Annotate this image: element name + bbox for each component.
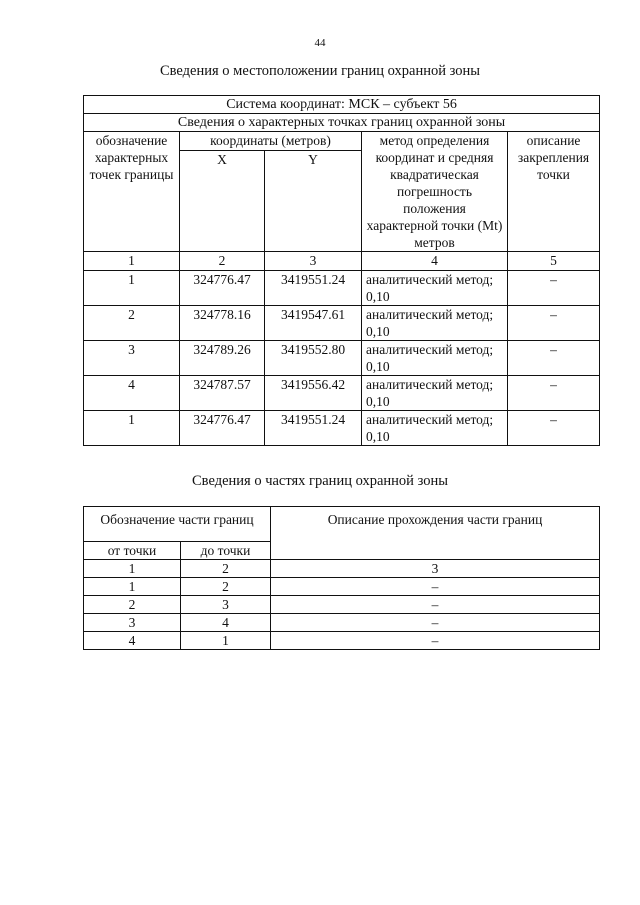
point-id: 1 (84, 411, 180, 446)
page-number: 44 (314, 37, 326, 49)
part-description: – (271, 614, 600, 632)
col-header-description: описание закрепления точки (508, 132, 600, 252)
coord-y: 3419556.42 (265, 376, 362, 411)
table-row (84, 376, 600, 411)
table-row (84, 411, 600, 446)
boundary-parts-table (83, 506, 600, 650)
col-header-to: до точки (181, 542, 271, 560)
column-number: 3 (271, 560, 600, 578)
column-number: 1 (84, 560, 181, 578)
coord-x: 324787.57 (180, 376, 265, 411)
col-header-coordinates: координаты (метров) (180, 132, 362, 151)
column-number: 5 (508, 252, 600, 271)
to-point: 4 (181, 614, 271, 632)
coord-x: 324789.26 (180, 341, 265, 376)
table-row (84, 578, 600, 596)
col-header-part-description: Описание прохождения части границ (271, 507, 600, 560)
to-point: 1 (181, 632, 271, 650)
coord-x: 324776.47 (180, 271, 265, 306)
column-number: 1 (84, 252, 180, 271)
table-row (84, 341, 600, 376)
table-subtitle: Сведения о характерных точках границ охранной зоны (84, 114, 600, 132)
col-header-x: X (180, 151, 265, 252)
boundary-points-table (83, 95, 600, 446)
point-description: – (508, 376, 600, 411)
col-header-method: метод определения координат и средняя квадратическая погрешность положения характерной точки (Mt) метров (362, 132, 508, 252)
coord-y: 3419551.24 (265, 411, 362, 446)
column-number: 4 (362, 252, 508, 271)
method: аналитический метод; 0,10 (362, 341, 508, 376)
to-point: 3 (181, 596, 271, 614)
method: аналитический метод; 0,10 (362, 411, 508, 446)
col-header-designation: обозначение характерных точек границы (84, 132, 180, 252)
from-point: 3 (84, 614, 181, 632)
from-point: 2 (84, 596, 181, 614)
point-id: 3 (84, 341, 180, 376)
coordinate-system: Система координат: МСК – субъект 56 (84, 96, 600, 114)
point-description: – (508, 341, 600, 376)
table-row (84, 632, 600, 650)
from-point: 1 (84, 578, 181, 596)
part-description: – (271, 596, 600, 614)
part-description: – (271, 632, 600, 650)
table-row (84, 271, 600, 306)
point-id: 2 (84, 306, 180, 341)
from-point: 4 (84, 632, 181, 650)
point-id: 1 (84, 271, 180, 306)
point-description: – (508, 411, 600, 446)
coord-x: 324778.16 (180, 306, 265, 341)
method: аналитический метод; 0,10 (362, 271, 508, 306)
col-header-part: Обозначение части границ (84, 507, 271, 542)
method: аналитический метод; 0,10 (362, 306, 508, 341)
section2-heading: Сведения о частях границ охранной зоны (192, 473, 448, 489)
method: аналитический метод; 0,10 (362, 376, 508, 411)
table-row (84, 306, 600, 341)
table-row (84, 596, 600, 614)
to-point: 2 (181, 578, 271, 596)
column-number: 2 (181, 560, 271, 578)
column-number: 3 (265, 252, 362, 271)
point-description: – (508, 271, 600, 306)
part-description: – (271, 578, 600, 596)
coord-y: 3419551.24 (265, 271, 362, 306)
coord-x: 324776.47 (180, 411, 265, 446)
coord-y: 3419552.80 (265, 341, 362, 376)
table-row (84, 614, 600, 632)
coord-y: 3419547.61 (265, 306, 362, 341)
point-id: 4 (84, 376, 180, 411)
column-number: 2 (180, 252, 265, 271)
col-header-from: от точки (84, 542, 181, 560)
point-description: – (508, 306, 600, 341)
col-header-y: Y (265, 151, 362, 252)
section1-heading: Сведения о местоположении границ охранной зоны (159, 63, 480, 79)
